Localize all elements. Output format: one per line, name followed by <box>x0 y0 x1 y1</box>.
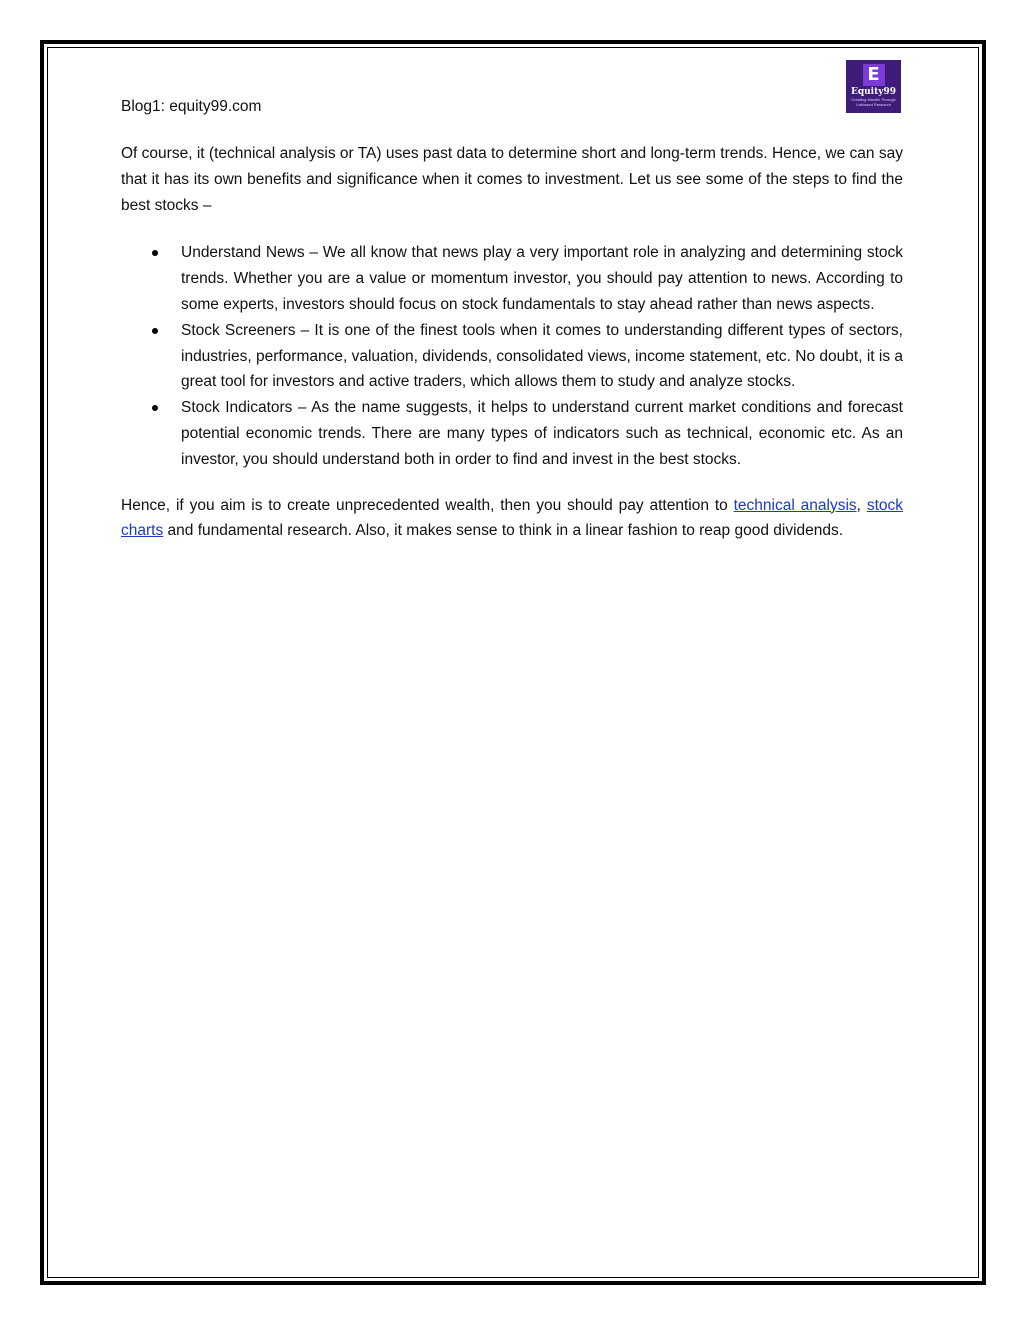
logo-tagline: Creating Wealth Through Unbiased Research <box>851 97 896 107</box>
conclusion-separator: , <box>856 496 867 514</box>
article-body <box>121 141 903 544</box>
conclusion-text-start: Hence, if you aim is to create unprecedented wealth, then you should pay attention to <box>121 496 734 514</box>
technical-analysis-link[interactable]: technical analysis <box>733 496 857 514</box>
list-item <box>121 240 903 317</box>
steps-list <box>121 240 903 472</box>
list-item-text: Understand News – We all know that news play a very important role in analyzing and determining stock trends. Whether you are a value or momentum investor, you should pay attention to news. According to some experts, investors should focus on stock fundamentals to stay ahead rather than news aspects. <box>181 244 903 313</box>
bullet-icon <box>152 405 158 411</box>
logo-name: Equity99 <box>850 87 897 97</box>
conclusion-paragraph <box>121 493 903 545</box>
equity99-logo <box>846 60 901 113</box>
list-item <box>121 395 903 472</box>
logo-letter-mark: E <box>863 64 885 86</box>
list-item-text: Stock Screeners – It is one of the finest tools when it comes to understanding different types of sectors, industries, performance, valuation, dividends, consolidated views, income statement, etc. No doubt, it is a great tool for investors and active traders, which allows them to study and analyze stocks. <box>181 321 903 391</box>
intro-paragraph: Of course, it (technical analysis or TA) uses past data to determine short and long-term trends. Hence, we can say that it has its own benefits and significance when it comes to investment. Let us see some of the steps to find the best stocks – <box>121 145 903 214</box>
blog-header-label: Blog1: equity99.com <box>121 98 262 115</box>
bullet-icon <box>152 250 158 256</box>
conclusion-text-end: and fundamental research. Also, it makes sense to think in a linear fashion to reap good dividends. <box>163 522 844 540</box>
list-item <box>121 318 903 395</box>
list-item-text: Stock Indicators – As the name suggests, it helps to understand current market conditions and forecast potential economic trends. There are many types of indicators such as technical, economic etc. As an investor, you should understand both in order to find and invest in the best stocks. <box>181 399 903 468</box>
stock-charts-link[interactable]: stock charts <box>121 496 903 540</box>
bullet-icon <box>152 328 158 334</box>
